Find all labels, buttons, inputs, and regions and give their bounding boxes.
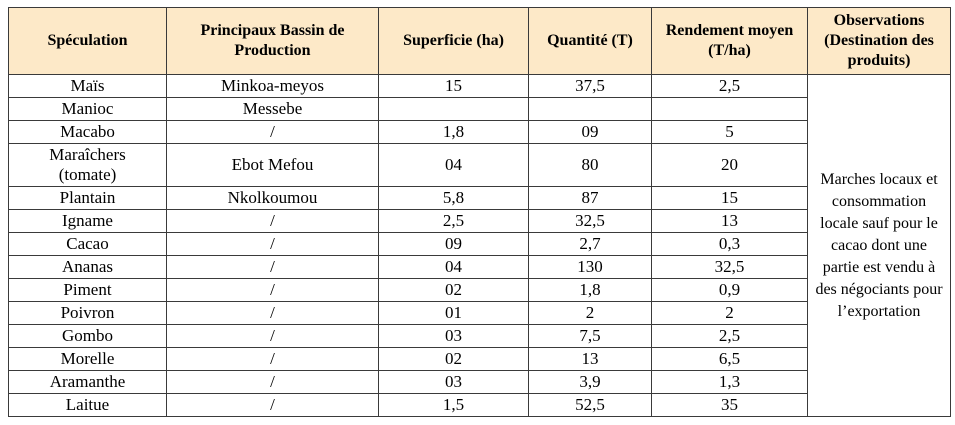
cell-superficie [379,302,529,325]
cell-text: Piment [63,280,112,299]
cell-text: 130 [577,257,603,276]
cell-quantite [529,233,652,256]
cell-quantite [529,371,652,394]
cell-text: Macabo [60,122,115,141]
cell-quantite [529,256,652,279]
production-table [8,7,951,417]
header-row [9,8,951,75]
cell-speculation [9,394,167,417]
cell-rendement [652,187,808,210]
cell-text: 2 [725,303,734,322]
cell-text: Igname [62,211,113,230]
cell-superficie [379,371,529,394]
cell-speculation [9,348,167,371]
cell-text: 80 [581,155,599,174]
cell-text: / [270,395,275,414]
cell-speculation [9,256,167,279]
cell-text: 04 [445,257,462,276]
cell-bassin [167,210,379,233]
cell-text: 01 [445,303,462,322]
cell-text: Maraîchers (tomate) [49,145,126,184]
cell-bassin [167,302,379,325]
cell-quantite [529,348,652,371]
cell-superficie [379,325,529,348]
cell-text: Laitue [65,395,110,414]
cell-text: 6,5 [718,349,741,368]
cell-text: Messebe [242,99,303,118]
cell-bassin [167,371,379,394]
cell-quantite [529,210,652,233]
cell-speculation [9,75,167,98]
cell-text: / [270,372,275,391]
table-body [9,75,951,417]
cell-text: Aramanthe [49,372,126,391]
cell-bassin [167,279,379,302]
cell-text: Ebot Mefou [231,155,314,174]
cell-text: 15 [721,188,738,207]
cell-superficie [379,210,529,233]
cell-text: 13 [721,211,738,230]
cell-bassin [167,75,379,98]
cell-bassin [167,233,379,256]
cell-text: / [270,349,275,368]
cell-rendement [652,98,808,121]
cell-text: 09 [445,234,462,253]
cell-text: 3,9 [579,372,601,391]
cell-superficie [379,187,529,210]
cell-speculation [9,144,167,187]
cell-superficie [379,121,529,144]
cell-text: 52,5 [575,395,605,414]
cell-text: 32,5 [714,257,745,276]
cell-text: 87 [581,188,599,207]
cell-text: 20 [721,155,738,174]
cell-text: / [270,122,275,141]
cell-text: 09 [581,122,599,141]
cell-rendement [652,371,808,394]
cell-speculation [9,325,167,348]
cell-text: 03 [445,326,462,345]
cell-quantite [529,325,652,348]
cell-text: / [270,326,275,345]
cell-speculation [9,302,167,325]
cell-text: 37,5 [575,76,605,95]
observations-cell: Marches locaux et consommation locale sauf pour le cacao dont une partie est vendu à des négociants pour l’exportation [808,75,951,417]
cell-text: 2,5 [718,76,741,95]
cell-text: 15 [445,76,462,95]
cell-text: 02 [445,349,462,368]
cell-text: / [270,257,275,276]
cell-text: Cacao [66,234,109,253]
cell-text: 1,5 [442,395,465,414]
cell-text: 32,5 [575,211,605,230]
cell-superficie [379,75,529,98]
table-row [9,75,951,98]
header-quantite: Quantité (T) [529,8,652,75]
cell-rendement [652,302,808,325]
cell-rendement [652,75,808,98]
cell-bassin [167,187,379,210]
cell-bassin [167,121,379,144]
cell-quantite [529,302,652,325]
cell-text: 04 [445,155,462,174]
cell-text: 02 [445,280,462,299]
cell-bassin [167,394,379,417]
cell-superficie [379,394,529,417]
cell-speculation [9,233,167,256]
cell-quantite [529,98,652,121]
cell-text: / [270,280,275,299]
cell-text: Morelle [60,349,115,368]
cell-text: / [270,211,275,230]
header-observations: Observations (Destination des produits) [808,8,951,75]
cell-text: Maïs [70,76,105,95]
cell-text: 2,5 [442,211,465,230]
cell-rendement [652,348,808,371]
cell-text: 7,5 [579,326,601,345]
cell-text: 03 [445,372,462,391]
cell-text: Gombo [62,326,113,345]
cell-text: Minkoa-meyos [221,76,324,95]
cell-bassin [167,256,379,279]
header-speculation: Spéculation [9,8,167,75]
cell-text: Ananas [62,257,113,276]
cell-quantite [529,144,652,187]
cell-text: Poivron [60,303,115,322]
cell-speculation [9,98,167,121]
cell-quantite [529,394,652,417]
cell-bassin [167,325,379,348]
cell-text: Plantain [59,188,116,207]
cell-text: 13 [581,349,599,368]
cell-text: 1,8 [442,122,465,141]
cell-quantite [529,187,652,210]
cell-quantite [529,279,652,302]
cell-quantite [529,75,652,98]
cell-bassin [167,144,379,187]
cell-speculation [9,279,167,302]
cell-superficie [379,144,529,187]
cell-superficie [379,233,529,256]
cell-text: 35 [721,395,738,414]
cell-speculation [9,210,167,233]
cell-rendement [652,210,808,233]
cell-rendement [652,121,808,144]
header-rendement: Rendement moyen (T/ha) [652,8,808,75]
cell-quantite [529,121,652,144]
cell-rendement [652,325,808,348]
cell-text: Nkolkoumou [227,188,318,207]
cell-superficie [379,279,529,302]
header-superficie: Superficie (ha) [379,8,529,75]
cell-text: 0,9 [718,280,741,299]
cell-bassin [167,98,379,121]
cell-text: 2,5 [718,326,741,345]
cell-text: 1,3 [718,372,741,391]
cell-superficie [379,98,529,121]
header-bassin: Principaux Bassin de Production [167,8,379,75]
cell-bassin [167,348,379,371]
cell-text: / [270,234,275,253]
cell-superficie [379,348,529,371]
cell-rendement [652,233,808,256]
cell-text: 2,7 [579,234,601,253]
cell-text: Manioc [61,99,114,118]
cell-speculation [9,371,167,394]
cell-text: / [270,303,275,322]
cell-text: 5 [725,122,734,141]
cell-text: 1,8 [579,280,601,299]
cell-text: 0,3 [718,234,741,253]
cell-speculation [9,121,167,144]
cell-rendement [652,279,808,302]
cell-text: 2 [585,303,595,322]
cell-rendement [652,144,808,187]
cell-speculation [9,187,167,210]
cell-superficie [379,256,529,279]
cell-text: 5,8 [442,188,465,207]
cell-rendement [652,256,808,279]
cell-rendement [652,394,808,417]
